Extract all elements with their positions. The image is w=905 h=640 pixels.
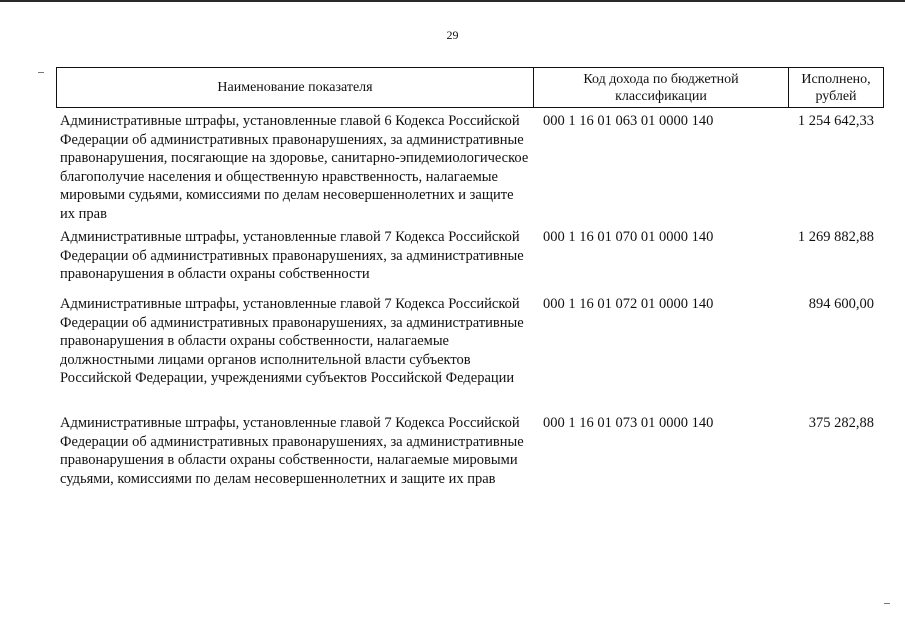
row-name: Административные штрафы, установленные главой 6 Кодекса Российской Федерации об административных правонарушениях, за административные правонарушения, посягающие на здоровье, санитарно-эпидемиологическое благополучие населения и общественную нравственность, налагаемые мировыми судьями, комиссиями по делам несовершеннолетних и защите их прав [60, 113, 529, 222]
row-code: 000 1 16 01 072 01 0000 140 [543, 296, 714, 312]
page-number: 29 [446, 28, 459, 42]
header-sum: Исполнено, рублей [788, 68, 883, 107]
row-sum: 1 254 642,33 [797, 113, 874, 129]
table-header [56, 67, 884, 108]
page-top-border [0, 0, 905, 2]
row-code: 000 1 16 01 070 01 0000 140 [543, 229, 714, 245]
row-code: 000 1 16 01 063 01 0000 140 [543, 113, 714, 129]
row-name: Административные штрафы, установленные главой 7 Кодекса Российской Федерации об административных правонарушениях, за административные правонарушения в области охраны собственности, налагаемые должностными лицами органов исполнительной власти субъектов Российской Федерации, учреждениями субъектов Российской Федерации [60, 296, 524, 386]
row-sum: 375 282,88 [808, 415, 874, 431]
row-name: Административные штрафы, установленные главой 7 Кодекса Российской Федерации об административных правонарушениях, за административные правонарушения в области охраны собственности, налагаемые мировыми судьями, комиссиями по делам несовершеннолетних и защите их прав [60, 415, 524, 487]
row-code: 000 1 16 01 073 01 0000 140 [543, 415, 714, 431]
header-code: Код дохода по бюджетной классификации [533, 68, 788, 107]
margin-mark-left [38, 72, 44, 73]
row-name: Административные штрафы, установленные главой 7 Кодекса Российской Федерации об административных правонарушениях, за административные правонарушения в области охраны собственности [60, 229, 524, 282]
header-name: Наименование показателя [217, 80, 373, 95]
margin-mark-right [884, 603, 890, 604]
row-sum: 1 269 882,88 [797, 229, 874, 245]
revenue-table [56, 67, 884, 487]
row-sum: 894 600,00 [808, 296, 874, 312]
